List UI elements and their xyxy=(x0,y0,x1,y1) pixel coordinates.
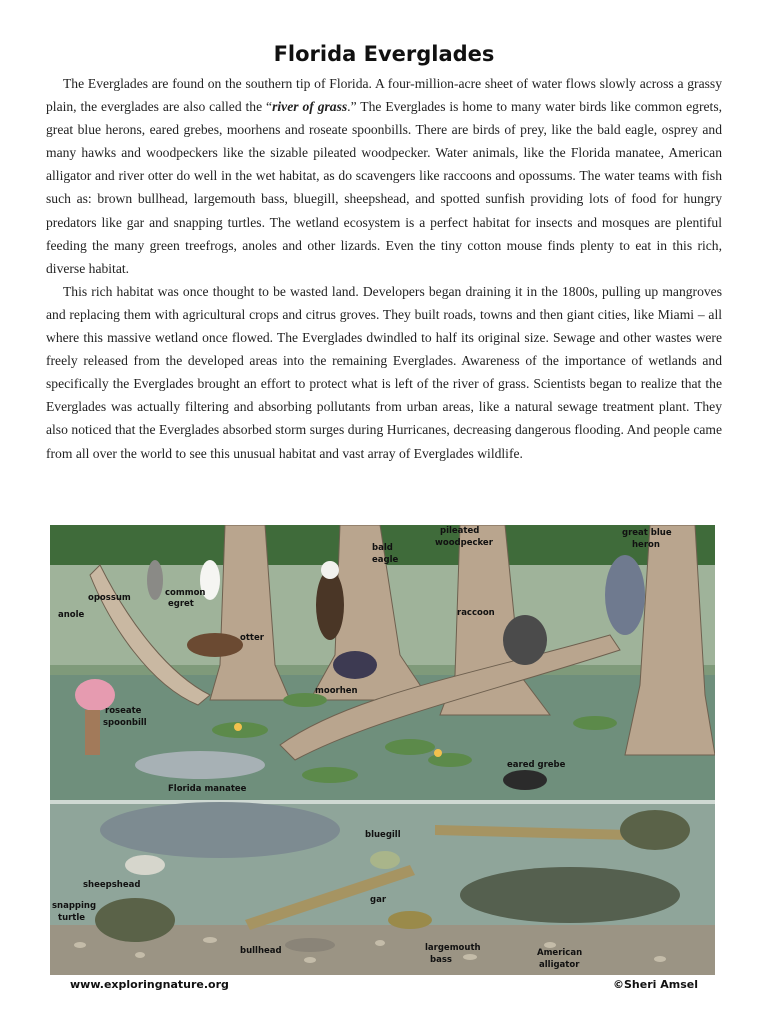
page-title: Florida Everglades xyxy=(273,42,495,66)
alligator-shape xyxy=(460,867,680,923)
website-credit: www.exploringnature.org xyxy=(70,978,229,991)
otter-shape xyxy=(187,633,243,657)
label-bald-eagle: bald xyxy=(372,543,393,553)
grebe-shape xyxy=(503,770,547,790)
paragraph-1: The Everglades are found on the southern tip of Florida. A four-million-acre sheet of water flows slowly across a grassy plain, the everglades are also called the “river of grass.” The Everglades is home to many water birds like common egrets, great blue herons, eared grebes, moorhens and roseate spoonbills. There are birds of prey, like the bald eagle, osprey and many hawks and woodpeckers like the sizable pileated woodpecker. Water animals, like the Florida manatee, American alligator and river otter do well in the wet habitat, as do scavengers like raccoons and opossums. The water teams with fish such as: brown bullhead, largemouth bass, bluegill, sheepshead, and spotted sunfish providing lots of food for hungry predators like gar and snapping turtles. The wetland ecosystem is a perfect habitat for insects and mosques are plentiful feeding the many green treefrogs, anoles and other lizards. Even the tiny cotton mouse finds plenty to eat in this rich, diverse habitat. xyxy=(46,76,723,276)
manatee-surface-shape xyxy=(135,751,265,779)
label-gar: gar xyxy=(370,895,387,905)
label-roseate-spoonbill: roseate xyxy=(105,706,142,716)
label-anole: anole xyxy=(58,610,85,620)
label-sheepshead: sheepshead xyxy=(83,880,141,890)
river-of-grass-emphasis: river of grass xyxy=(272,99,348,115)
label-eared-grebe: eared grebe xyxy=(507,760,566,770)
svg-text:heron: heron xyxy=(632,540,660,550)
label-opossum: opossum xyxy=(88,593,131,603)
moorhen-shape xyxy=(333,651,377,679)
snapping-turtle-shape xyxy=(95,898,175,942)
opossum-shape xyxy=(147,560,163,600)
paragraph-2: This rich habitat was once thought to be wasted land. Developers began draining it in the 1800s, pulling up mangroves and replacing them with agricultural crops and citrus groves. They built roads, towns and then giant cities, like Miami – all where this massive wetland once flowed. The Everglades dwindled to half its original size. Sewage and other wastes were freely released from the developed areas into the remaining Everglades. Awareness of the importance of wetlands and specifically the Everglades brought an effort to protect what is left of the river of grass. Scientists began to realize that the Everglades was actually filtering and absorbing pollutants from urban areas, like a natural sewage treatment plant. They also noticed that the Everglades absorbed storm surges during Hurricanes, decreasing dangerous flooding. And people came from all over the world to see this unusual habitat and vast array of Everglades wildlife. xyxy=(46,283,722,461)
everglades-illustration xyxy=(50,525,715,975)
manatee-shape xyxy=(100,802,340,858)
copyright-credit: ©Sheri Amsel xyxy=(613,978,698,991)
label-raccoon: raccoon xyxy=(457,608,495,618)
label-snapping-turtle: snapping xyxy=(52,901,97,911)
svg-text:turtle: turtle xyxy=(58,913,86,923)
label-florida-manatee: Florida manatee xyxy=(168,784,247,794)
svg-text:alligator: alligator xyxy=(539,960,580,970)
bullhead-shape xyxy=(285,938,335,952)
bluegill-shape xyxy=(370,851,400,869)
svg-text:woodpecker: woodpecker xyxy=(435,538,493,548)
heron-shape xyxy=(605,555,645,635)
svg-text:bass: bass xyxy=(430,955,452,965)
label-american-alligator: American xyxy=(537,948,583,958)
svg-text:eagle: eagle xyxy=(372,555,399,565)
svg-text:egret: egret xyxy=(168,599,194,609)
sheepshead-shape xyxy=(125,855,165,875)
label-largemouth-bass: largemouth xyxy=(425,943,481,953)
label-common-egret: common xyxy=(165,588,206,598)
raccoon-shape xyxy=(503,615,547,665)
bass-shape xyxy=(388,911,432,929)
label-pileated-woodpecker: pileated xyxy=(440,526,480,536)
label-bullhead: bullhead xyxy=(240,946,282,956)
article-body xyxy=(46,72,722,465)
label-bluegill: bluegill xyxy=(365,830,401,840)
svg-text:spoonbill: spoonbill xyxy=(103,718,147,728)
label-great-blue-heron: great blue xyxy=(622,528,672,538)
eagle-shape xyxy=(316,570,344,640)
snapping-turtle-shape-2 xyxy=(620,810,690,850)
label-moorhen: moorhen xyxy=(315,686,358,696)
label-otter: otter xyxy=(240,633,264,643)
